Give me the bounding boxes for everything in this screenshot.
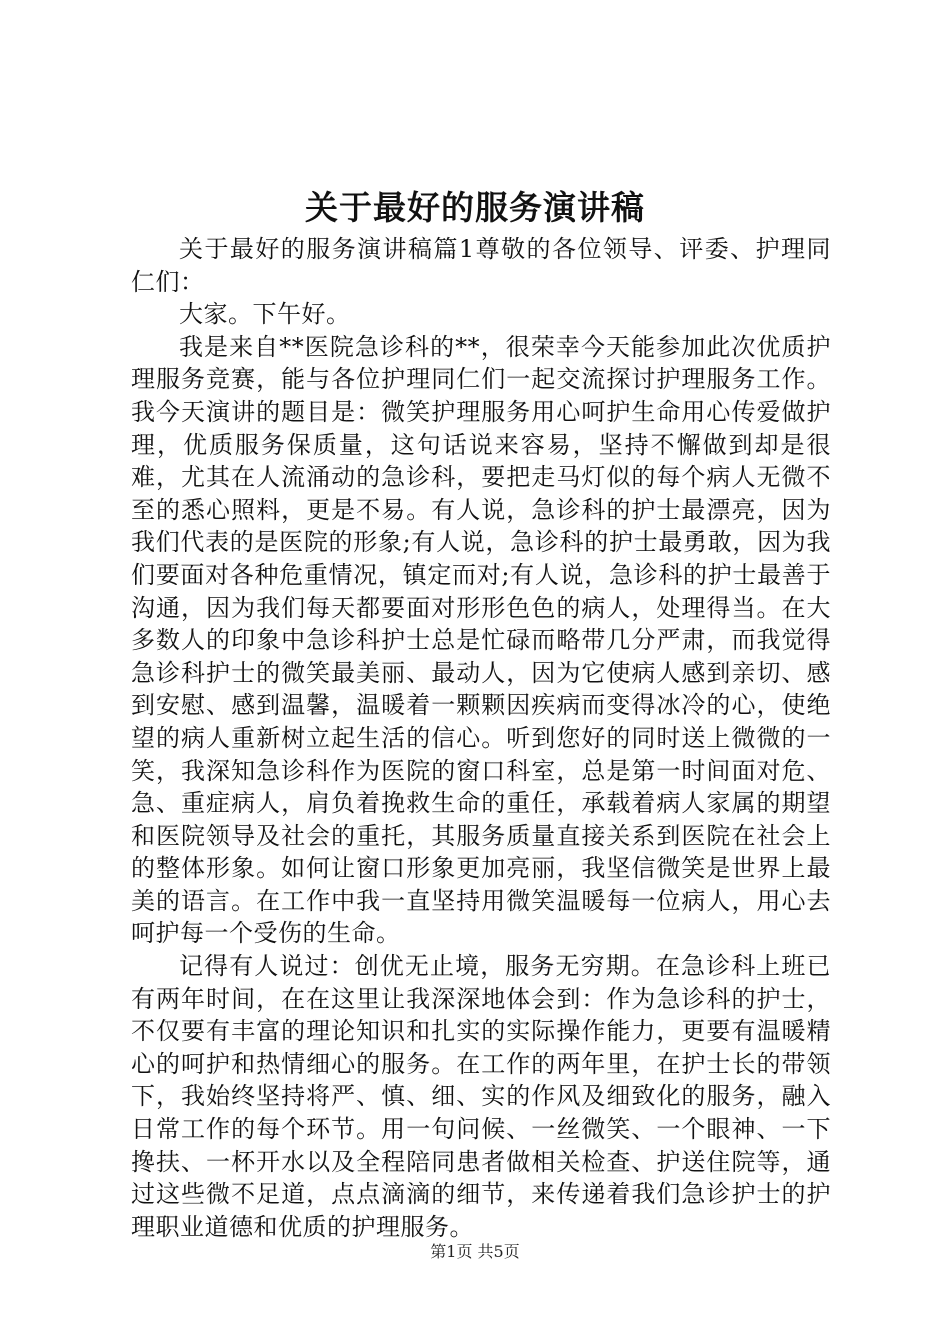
paragraph-salutation: 关于最好的服务演讲稿篇1尊敬的各位领导、评委、护理同仁们： — [131, 235, 831, 296]
paragraph-experience: 记得有人说过：创优无止境，服务无穷期。在急诊科上班已有两年时间，在在这里让我深深地体会到：作为急诊科的护士，不仅要有丰富的理论知识和扎实的实际操作能力，更要有温暖精心的呵护和热情细心的服务。在工作的两年里，在护士长的带领下，我始终坚持将严、慎、细、实的作风及细致化的服务，融入日常工作的每个环节。用一句问候、一丝微笑、一个眼神、一下搀扶、一杯开水以及全程陪同患者做相关检查、护送住院等，通过这些微不足道，点点滴滴的细节，来传递着我们急诊护士的护理职业道德和优质的护理服务。 — [131, 952, 831, 1241]
paragraph-introduction: 我是来自**医院急诊科的**，很荣幸今天能参加此次优质护理服务竞赛，能与各位护理同仁们一起交流探讨护理服务工作。我今天演讲的题目是：微笑护理服务用心呵护生命用心传爱做护理，优质服务保质量，这句话说来容易，坚持不懈做到却是很难，尤其在人流涌动的急诊科，要把走马灯似的每个病人无微不至的悉心照料，更是不易。有人说，急诊科的护士最漂亮，因为我们代表的是医院的形象;有人说，急诊科的护士最勇敢，因为我们要面对各种危重情况，镇定而对;有人说，急诊科的护士最善于沟通，因为我们每天都要面对形形色色的病人，处理得当。在大多数人的印象中急诊科护士总是忙碌而略带几分严肃，而我觉得急诊科护士的微笑最美丽、最动人，因为它使病人感到亲切、感到安慰、感到温馨，温暖着一颗颗因疾病而变得冰冷的心，使绝望的病人重新树立起生活的信心。听到您好的同时送上微微的一笑，我深知急诊科作为医院的窗口科室，总是第一时间面对危、急、重症病人，肩负着挽救生命的重任，承载着病人家属的期望和医院领导及社会的重托，其服务质量直接关系到医院在社会上的整体形象。如何让窗口形象更加亮丽，我坚信微笑是世界上最美的语言。在工作中我一直坚持用微笑温暖每一位病人，用心去呵护每一个受伤的生命。 — [131, 332, 831, 948]
paragraph-greeting: 大家。下午好。 — [179, 300, 351, 329]
page-title: 关于最好的服务演讲稿 — [305, 188, 645, 227]
page-footer: 第1页 共5页 — [430, 1242, 520, 1261]
document-body — [131, 233, 831, 1243]
